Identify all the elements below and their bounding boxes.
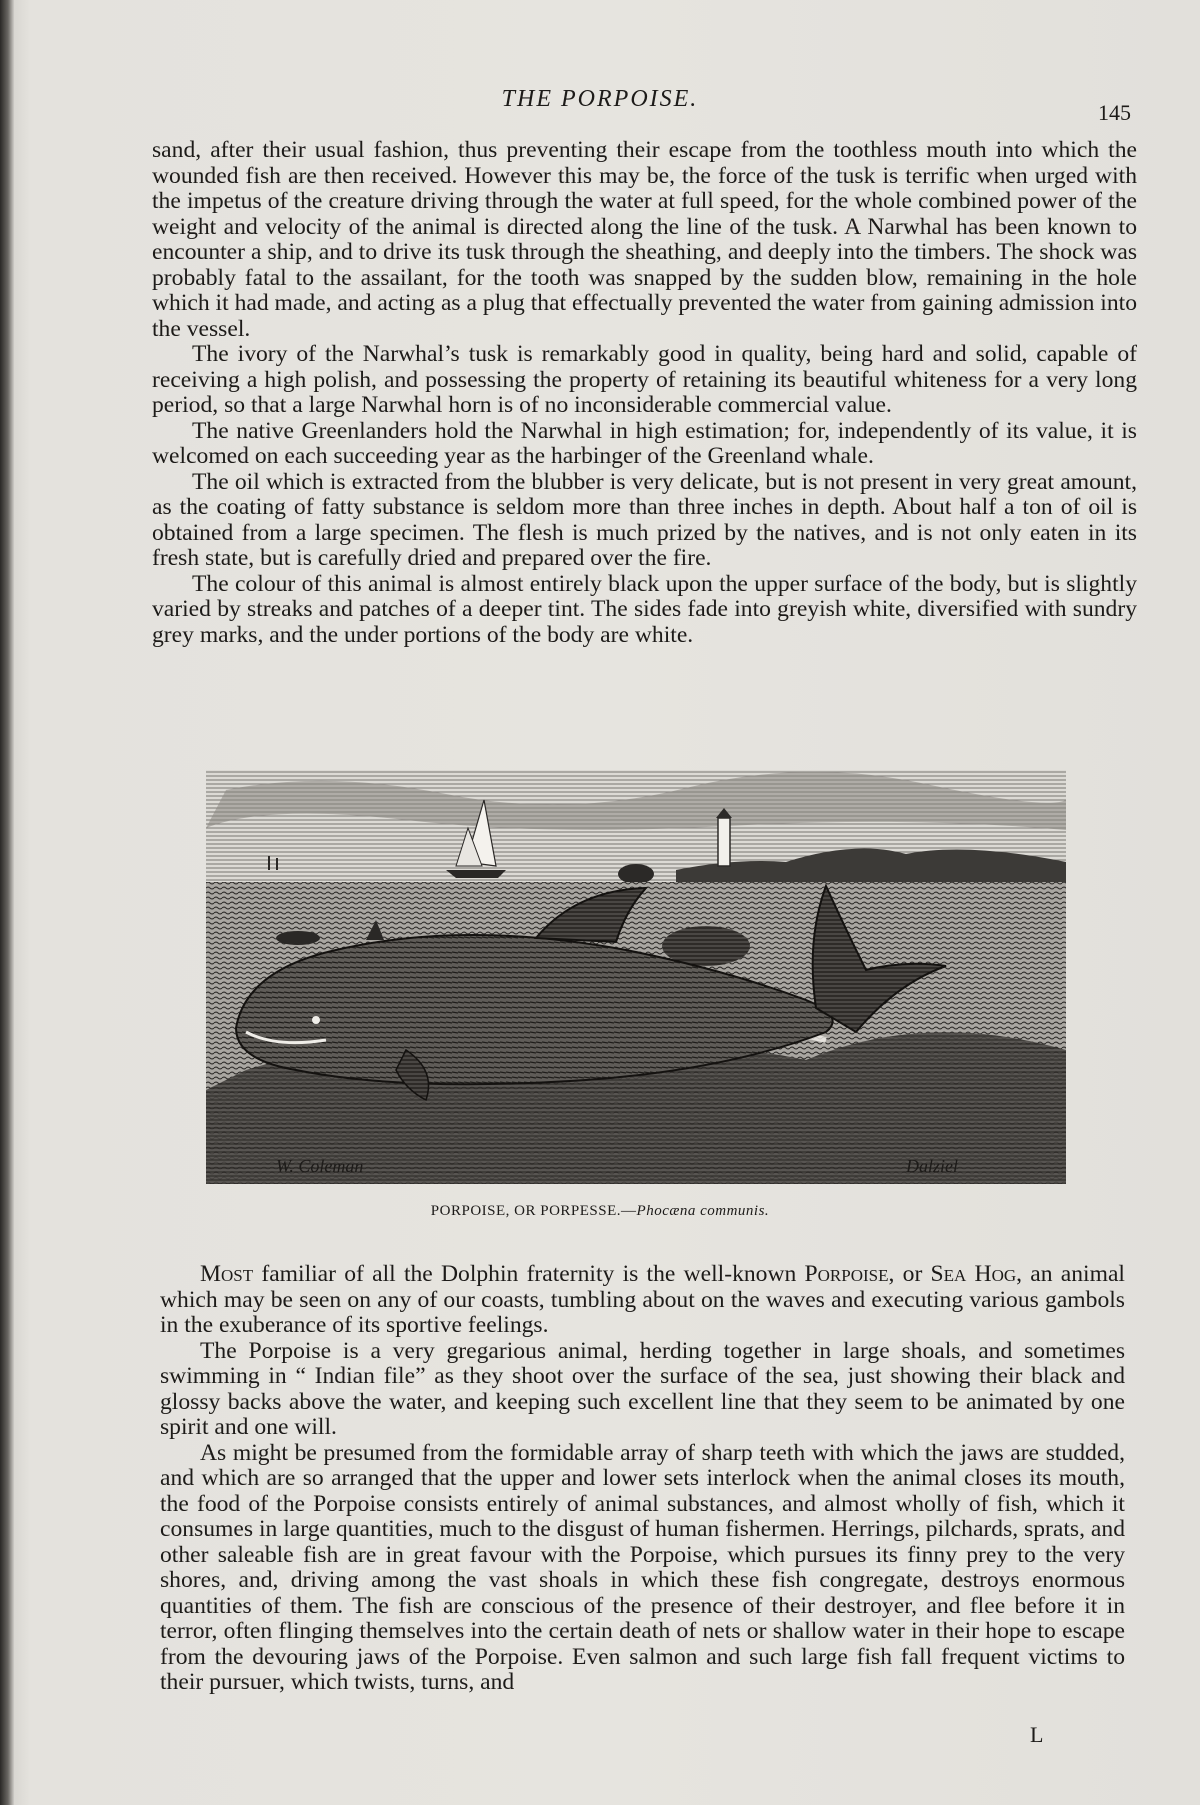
page-binding-shadow	[0, 0, 14, 1805]
paragraph-gregarious: The Porpoise is a very gregarious animal, herding together in large shoals, and sometimes swimming in “ Indian file” as they shoot over the surface of the sea, just showing their black and glossy backs above the water, and keeping such excellent line that they seem to be animated by one spirit and one will.	[160, 1337, 1125, 1440]
lead-word: Most	[200, 1261, 254, 1287]
paragraph-oil: The oil which is extracted from the blubber is very delicate, but is not present in very great amount, as the coating of fatty substance is seldom more than three inches in depth. About half a ton of oil is obtained from a large specimen. The flesh is much prized by the natives, and is not only eaten in its fresh state, but is carefully dried and prepared over the fire.	[152, 468, 1137, 571]
caption-main: PORPOISE, OR PORPESSE.—	[430, 1203, 637, 1219]
running-title: THE PORPOISE.	[501, 86, 699, 112]
artist-signature-right: Dalziel	[906, 1156, 958, 1176]
paragraph-narwhal-tusk: sand, after their usual fashion, thus preventing their escape from the toothless mouth into which the wounded fish are then received. However this may be, the force of the tusk is terrific when urged with the impetus of the creature driving through the water at full speed, for the whole combined power of the weight and velocity of the animal is directed along the line of the tusk. A Narwhal has been known to encounter a ship, and to drive its tusk through the sheathing, and deeply into the timbers. The shock was probably fatal to the assailant, for the tooth was snapped by the sudden blow, remaining in the hole which it had made, and acting as a plug that effectually prevented the water from gaining admission into the vessel.	[152, 137, 1137, 342]
paragraph-most-familiar	[160, 1262, 1125, 1339]
paragraph-ivory: The ivory of the Narwhal’s tusk is remarkably good in quality, being hard and solid, capable of receiving a high polish, and possessing the property of retaining its beautiful whiteness for a very long period, so that a large Narwhal horn is of no inconsiderable commercial value.	[152, 341, 1137, 418]
rock	[618, 864, 654, 884]
paragraph-text: , an animal which may be seen on any of our coasts, tumbling about on the waves and executing various gambols in the exuberance of its sportive feelings.	[160, 1261, 1125, 1338]
artist-signature-left: W. Coleman	[276, 1156, 364, 1176]
caption-latin-name: Phocæna communis.	[636, 1203, 770, 1219]
paragraph-colour: The colour of this animal is almost entirely black upon the upper surface of the body, but is slightly varied by streaks and patches of a deeper tint. The sides fade into greyish white, diversified with sundry grey marks, and the under portions of the body are white.	[152, 570, 1137, 648]
signature-mark: L	[1030, 1722, 1044, 1747]
paragraph-text: , or	[888, 1261, 931, 1287]
term-sea-hog: Sea Hog	[930, 1261, 1017, 1287]
figure-caption	[0, 1203, 1200, 1220]
paragraph-teeth-food: As might be presumed from the formidable array of sharp teeth with which the jaws are studded, and which are so arranged that the upper and lower sets interlock when the animal closes its mouth, the food of the Porpoise consists entirely of animal substances, and almost wholly of fish, which it consumes in large quantities, much to the disgust of human fishermen. Herrings, pilchards, sprats, and other saleable fish are in great favour with the Porpoise, which pursues its finny prey to the very shores, and, driving among the vast shoals in which these fish congregate, destroys enormous quantities of them. The fish are conscious of the presence of their destroyer, and flee before it in terror, often flinging themselves into the certain death of nets or shallow water in their hope to escape from the devouring jaws of the Porpoise. Even salmon and such large fish fall frequent victims to their pursuer, which twists, turns, and	[160, 1439, 1125, 1695]
bottom-text-block	[160, 1262, 1125, 1696]
porpoise-engraving	[206, 770, 1066, 1184]
top-text-block	[152, 138, 1137, 648]
lighthouse	[718, 818, 730, 866]
paragraph-greenlanders: The native Greenlanders hold the Narwhal in high estimation; for, independently of its value, it is welcomed on each succeeding year as the harbinger of the Greenland whale.	[152, 417, 1137, 469]
eye	[312, 1016, 320, 1024]
paragraph-text: familiar of all the Dolphin fraternity is the well-known	[253, 1261, 805, 1287]
page-number: 145	[1098, 100, 1131, 125]
term-porpoise: Porpoise	[804, 1261, 889, 1287]
